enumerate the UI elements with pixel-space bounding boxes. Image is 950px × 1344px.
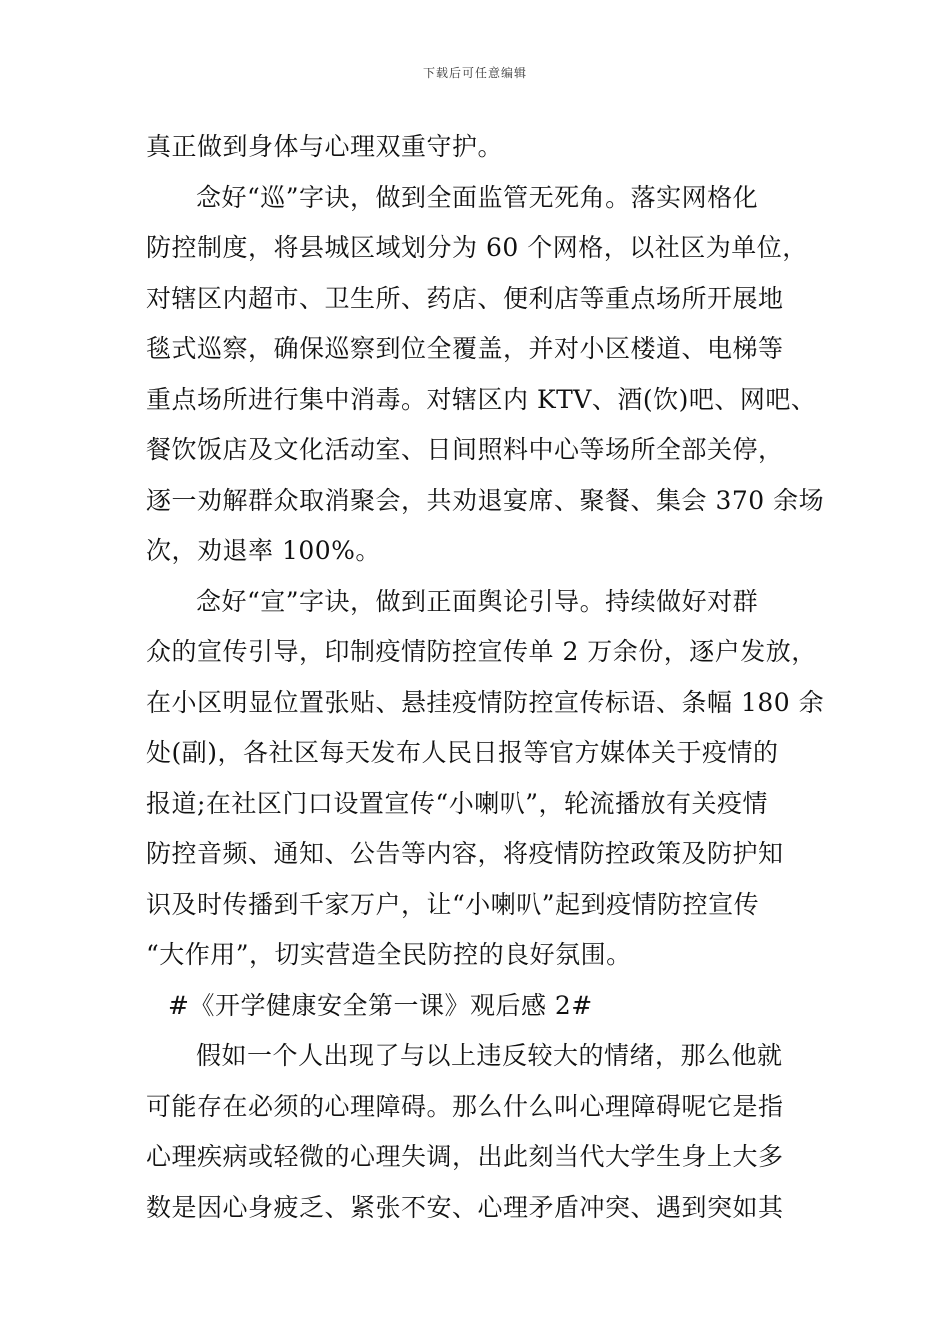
paragraph-start-line: 假如一个人出现了与以上违反较大的情绪，那么他就 xyxy=(196,1041,783,1070)
section-heading: #《开学健康安全第一课》观后感 2# xyxy=(168,990,593,1020)
document-body xyxy=(146,122,825,1233)
text-line: 重点场所进行集中消毒。对辖区内 KTV、酒(饮)吧、网吧、 xyxy=(146,384,817,414)
text-line: 心理疾病或轻微的心理失调，出此刻当代大学生身上大多 xyxy=(146,1142,784,1171)
text-line: 真正做到身体与心理双重守护。 xyxy=(146,132,504,161)
text-line: 在小区明显位置张贴、悬挂疫情防控宣传标语、条幅 180 余 xyxy=(146,687,825,717)
text-line: 数是因心身疲乏、紧张不安、心理矛盾冲突、遇到突如其 xyxy=(146,1192,784,1222)
text-line: 防控制度，将县城区域划分为 60 个网格，以社区为单位， xyxy=(146,233,808,262)
text-line: 餐饮饭店及文化活动室、日间照料中心等场所全部关停， xyxy=(146,435,784,464)
text-line: 报道;在社区门口设置宣传“小喇叭”，轮流播放有关疫情 xyxy=(146,788,768,818)
text-line: 识及时传播到千家万户，让“小喇叭”起到疫情防控宣传 xyxy=(146,889,760,919)
page-header: 下载后可任意编辑 xyxy=(422,66,527,80)
text-line: 可能存在必须的心理障碍。那么什么叫心理障碍呢它是指 xyxy=(146,1091,784,1121)
text-line: 毯式巡察，确保巡察到位全覆盖，并对小区楼道、电梯等 xyxy=(146,334,784,363)
text-line: 处(副)，各社区每天发布人民日报等官方媒体关于疫情的 xyxy=(146,738,779,767)
text-line: 逐一劝解群众取消聚会，共劝退宴席、聚餐、集会 370 余场 xyxy=(146,485,825,515)
text-line: 众的宣传引导，印制疫情防控宣传单 2 万余份，逐户发放， xyxy=(146,637,817,666)
text-line: 对辖区内超市、卫生所、药店、便利店等重点场所开展地 xyxy=(146,283,784,313)
text-line: 次，劝退率 100%。 xyxy=(146,536,381,565)
text-line: 防控音频、通知、公告等内容，将疫情防控政策及防护知 xyxy=(146,839,784,868)
paragraph-start-line: 念好“巡”字诀，做到全面监管无死角。落实网格化 xyxy=(196,182,759,212)
paragraph-start-line: 念好“宣”字诀，做到正面舆论引导。持续做好对群 xyxy=(196,586,759,616)
text-line: “大作用”，切实营造全民防控的良好氛围。 xyxy=(146,940,632,969)
